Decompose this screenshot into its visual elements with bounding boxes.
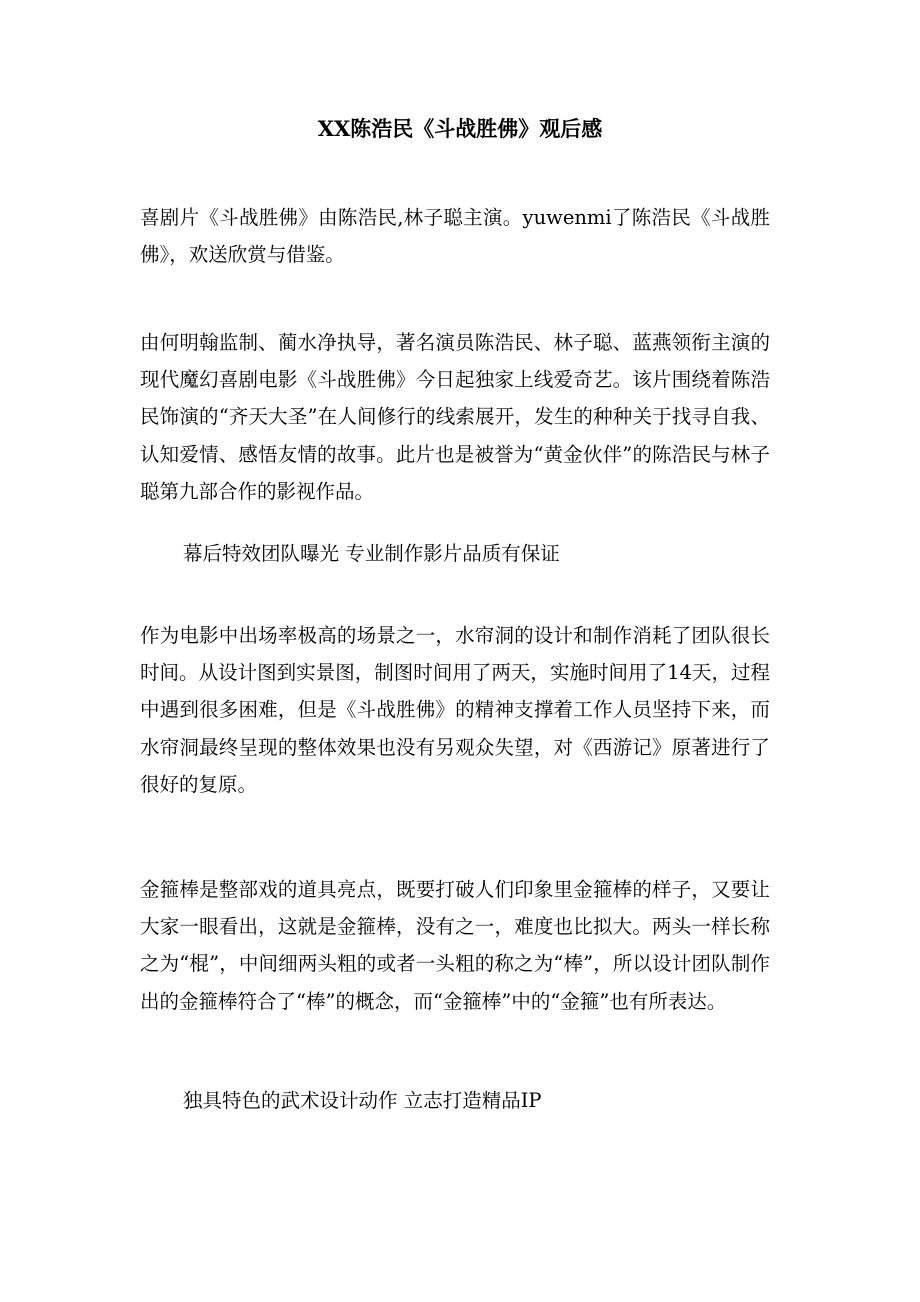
section-subheading-martial-arts: 独具特色的武术设计动作 立志打造精品IP bbox=[183, 1089, 542, 1112]
document-title: XX陈浩民《斗战胜佛》观后感 bbox=[317, 116, 603, 141]
section-subheading-effects: 幕后特效团队曝光 专业制作影片品质有保证 bbox=[183, 542, 560, 565]
golden-staff-paragraph: 金箍棒是整部戏的道具亮点，既要打破人们印象里金箍棒的样子，又要让大家一眼看出，这就是金箍棒，没有之一，难度也比拟大。两头一样长称之为“棍”，中间细两头粗的或者一头粗的称之为“棒”，所以设计团队制作出的金箍棒符合了“棒”的概念，而“金箍棒”中的“金箍”也有所表达。 bbox=[140, 878, 770, 1013]
water-curtain-paragraph: 作为电影中出场率极高的场景之一，水帘洞的设计和制作消耗了团队很长时间。从设计图到实景图，制图时间用了两天，实施时间用了14天，过程中遇到很多困难，但是《斗战胜佛》的精神支撑着工作人员坚持下来，而水帘洞最终呈现的整体效果也没有另观众失望，对《西游记》原著进行了很好的复原。 bbox=[140, 624, 770, 796]
production-paragraph: 由何明翰监制、蔺水净执导，著名演员陈浩民、林子聪、蓝燕领衔主演的现代魔幻喜剧电影《斗战胜佛》今日起独家上线爱奇艺。该片围绕着陈浩民饰演的“齐天大圣”在人间修行的线索展开，发生的种种关于找寻自我、认知爱情、感悟友情的故事。此片也是被誉为“黄金伙伴”的陈浩民与林子聪第九部合作的影视作品。 bbox=[140, 331, 770, 503]
intro-paragraph: 喜剧片《斗战胜佛》由陈浩民,林子聪主演。yuwenmi了陈浩民《斗战胜佛》，欢送欣赏与借鉴。 bbox=[140, 206, 770, 267]
